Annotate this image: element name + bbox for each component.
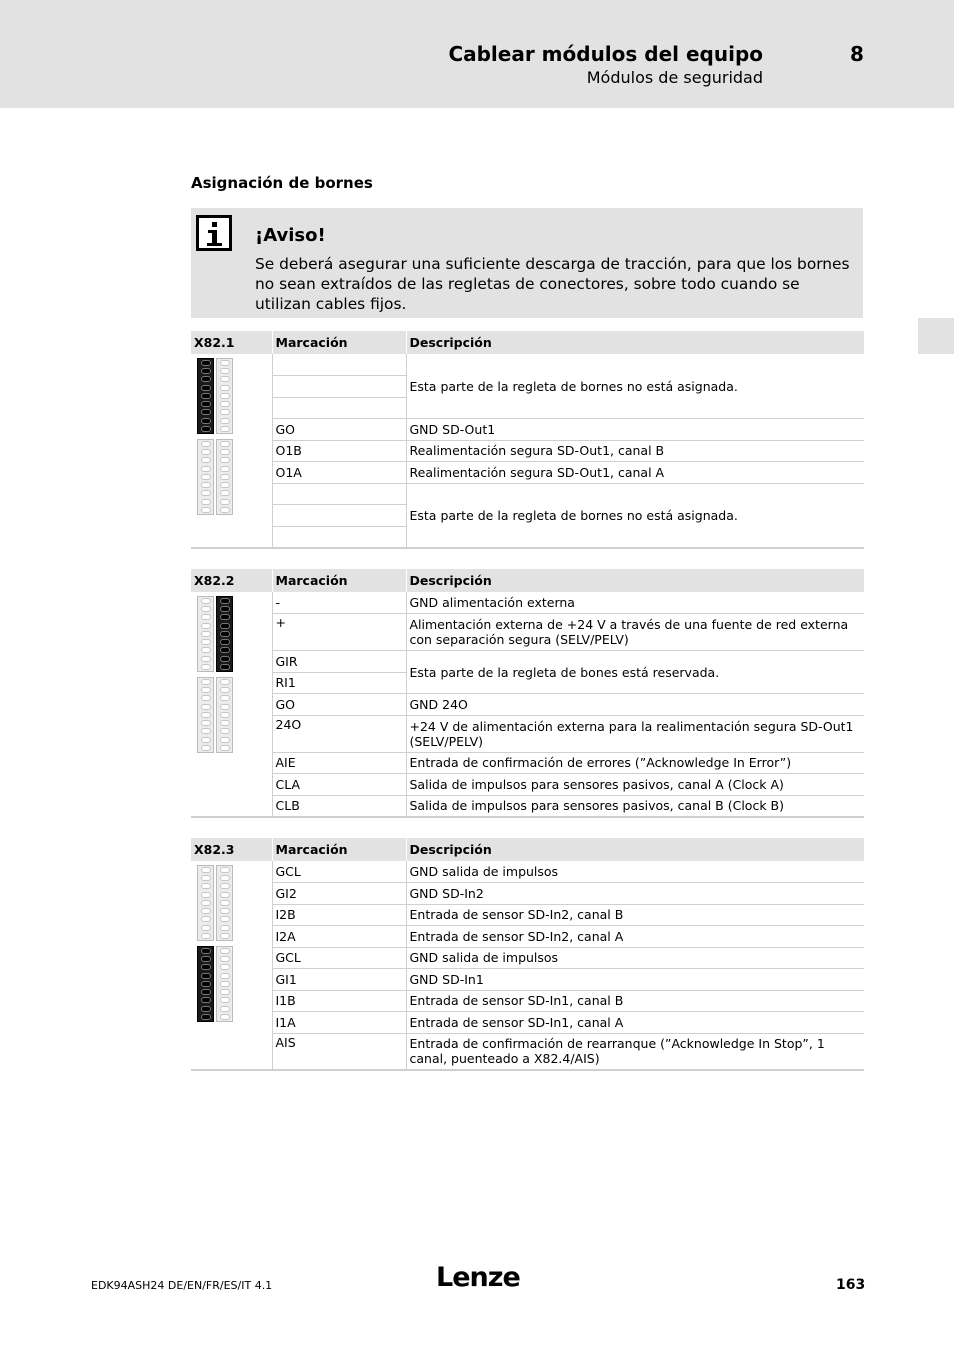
connector-pin xyxy=(201,908,211,914)
description-cell: +24 V de alimentación externa para la realimentación segura SD-Out1 (SELV/PELV) xyxy=(406,715,864,752)
connector-pin xyxy=(220,737,230,743)
connector-pin xyxy=(220,695,230,701)
connector-block xyxy=(197,596,233,672)
connector-pin xyxy=(201,956,211,962)
marking-cell: O1A xyxy=(272,462,406,484)
table-row xyxy=(191,614,864,651)
description-cell: Realimentación segura SD-Out1, canal A xyxy=(406,462,864,484)
connector-pin xyxy=(220,892,230,898)
connector-pin xyxy=(220,409,230,415)
connector-pin xyxy=(201,720,211,726)
connector-pin xyxy=(201,639,211,645)
connector-pin xyxy=(220,745,230,751)
notice-text: Se deberá asegurar una suficiente descarga de tracción, para que los bornes no sean extraídos de las regletas de conectores, sobre todo cuando se utilizan cables fijos. xyxy=(255,255,850,313)
description-cell: GND SD-Out1 xyxy=(406,419,864,441)
table-row xyxy=(191,483,864,505)
connector-pin xyxy=(220,656,230,662)
connector-pin xyxy=(220,900,230,906)
connector-pin xyxy=(201,614,211,620)
description-cell: Esta parte de la regleta de bones está reservada. xyxy=(406,651,864,694)
marking-cell xyxy=(272,354,406,376)
description-cell: Realimentación segura SD-Out1, canal B xyxy=(406,440,864,462)
table-row xyxy=(191,1012,864,1034)
connector-pin xyxy=(220,704,230,710)
marking-cell: O1B xyxy=(272,440,406,462)
connector-pin xyxy=(201,728,211,734)
marking-cell: GI1 xyxy=(272,969,406,991)
connector-pin xyxy=(201,883,211,889)
connector-block xyxy=(197,946,233,1022)
connector-pin xyxy=(220,933,230,939)
table-row xyxy=(191,947,864,969)
connector-pin xyxy=(220,956,230,962)
marking-cell xyxy=(272,483,406,505)
connector-pin xyxy=(201,900,211,906)
connector-pin xyxy=(220,981,230,987)
connector-pin xyxy=(201,712,211,718)
description-cell: Alimentación externa de +24 V a través de una fuente de red externa con separación segura (SELV/PELV) xyxy=(406,614,864,651)
chapter-title: Cablear módulos del equipo xyxy=(448,42,763,66)
table-row xyxy=(191,969,864,991)
terminal-table-x82-3 xyxy=(191,838,864,1071)
connector-pin xyxy=(201,409,211,415)
connector-pin xyxy=(220,679,230,685)
connector-block xyxy=(197,439,233,515)
table-header-terminal: X82.3 xyxy=(191,838,272,861)
table-row xyxy=(191,926,864,948)
table-row xyxy=(191,883,864,905)
connector-pin xyxy=(220,720,230,726)
connector-block xyxy=(197,358,233,434)
connector-pin xyxy=(220,401,230,407)
table-header-description: Descripción xyxy=(406,838,864,861)
connector-pin xyxy=(201,981,211,987)
connector-diagram xyxy=(191,592,272,817)
connector-pin xyxy=(220,623,230,629)
connector-pin xyxy=(201,695,211,701)
connector-pin xyxy=(220,1006,230,1012)
marking-cell: - xyxy=(272,592,406,614)
marking-cell: CLB xyxy=(272,795,406,817)
connector-pin xyxy=(201,623,211,629)
marking-cell: GIR xyxy=(272,651,406,673)
connector-pin xyxy=(220,631,230,637)
marking-cell: GCL xyxy=(272,861,406,883)
notice-box xyxy=(191,208,863,318)
marking-cell: CLA xyxy=(272,774,406,796)
connector-pin xyxy=(201,418,211,424)
description-cell: GND salida de impulsos xyxy=(406,861,864,883)
notice-title: ¡Aviso! xyxy=(255,225,326,246)
table-row xyxy=(191,990,864,1012)
connector-pin xyxy=(201,393,211,399)
connector-pin xyxy=(201,647,211,653)
table-header-marking: Marcación xyxy=(272,569,406,592)
table-row xyxy=(191,592,864,614)
connector-pin xyxy=(220,925,230,931)
description-cell: Entrada de sensor SD-In1, canal A xyxy=(406,1012,864,1034)
connector-pin xyxy=(220,474,230,480)
connector-diagram xyxy=(191,354,272,548)
connector-pin xyxy=(220,948,230,954)
connector-pin xyxy=(201,368,211,374)
connector-pin xyxy=(220,875,230,881)
marking-cell xyxy=(272,397,406,419)
description-cell: Salida de impulsos para sensores pasivos, canal A (Clock A) xyxy=(406,774,864,796)
connector-pin xyxy=(220,360,230,366)
description-cell: Entrada de sensor SD-In2, canal B xyxy=(406,904,864,926)
connector-pin xyxy=(201,1006,211,1012)
connector-pin xyxy=(220,997,230,1003)
marking-cell: 24O xyxy=(272,715,406,752)
connector-pin xyxy=(201,1014,211,1020)
marking-cell: I2B xyxy=(272,904,406,926)
connector-block xyxy=(197,677,233,753)
description-cell: Salida de impulsos para sensores pasivos, canal B (Clock B) xyxy=(406,795,864,817)
connector-pin xyxy=(220,964,230,970)
description-cell: GND SD-In1 xyxy=(406,969,864,991)
connector-pin xyxy=(201,376,211,382)
connector-pin xyxy=(220,639,230,645)
table-row xyxy=(191,1033,864,1070)
connector-pin xyxy=(201,664,211,670)
marking-cell: AIE xyxy=(272,752,406,774)
table-row xyxy=(191,440,864,462)
table-header-terminal: X82.1 xyxy=(191,331,272,354)
connector-pin xyxy=(220,908,230,914)
connector-pin xyxy=(201,687,211,693)
connector-pin xyxy=(201,449,211,455)
table-row xyxy=(191,354,864,376)
marking-cell xyxy=(272,526,406,548)
connector-pin xyxy=(201,656,211,662)
connector-pin xyxy=(220,499,230,505)
connector-pin xyxy=(201,875,211,881)
description-cell: Entrada de sensor SD-In1, canal B xyxy=(406,990,864,1012)
marking-cell xyxy=(272,505,406,527)
connector-pin xyxy=(220,449,230,455)
chapter-side-tab xyxy=(918,318,954,354)
connector-pin xyxy=(220,376,230,382)
table-row xyxy=(191,904,864,926)
connector-pin xyxy=(220,647,230,653)
connector-pin xyxy=(201,745,211,751)
table-row xyxy=(191,752,864,774)
connector-pin xyxy=(201,360,211,366)
connector-pin xyxy=(220,1014,230,1020)
table-row xyxy=(191,774,864,796)
table-header-marking: Marcación xyxy=(272,331,406,354)
marking-cell: AIS xyxy=(272,1033,406,1070)
connector-pin xyxy=(220,441,230,447)
connector-pin xyxy=(201,973,211,979)
connector-pin xyxy=(201,482,211,488)
description-cell: Esta parte de la regleta de bornes no está asignada. xyxy=(406,354,864,419)
description-cell: Entrada de confirmación de rearranque (”Acknowledge In Stop”, 1 canal, puenteado a X82.4/AIS) xyxy=(406,1033,864,1070)
connector-block xyxy=(197,865,233,941)
connector-pin xyxy=(201,401,211,407)
marking-cell: I1A xyxy=(272,1012,406,1034)
connector-pin xyxy=(201,457,211,463)
connector-pin xyxy=(201,598,211,604)
connector-pin xyxy=(201,997,211,1003)
description-cell: GND salida de impulsos xyxy=(406,947,864,969)
marking-cell: GO xyxy=(272,419,406,441)
connector-pin xyxy=(220,614,230,620)
connector-pin xyxy=(220,418,230,424)
connector-pin xyxy=(220,457,230,463)
table-header-marking: Marcación xyxy=(272,838,406,861)
connector-pin xyxy=(201,499,211,505)
marking-cell: + xyxy=(272,614,406,651)
connector-pin xyxy=(201,925,211,931)
marking-cell: GCL xyxy=(272,947,406,969)
section-title: Asignación de bornes xyxy=(191,174,373,192)
description-cell: GND 24O xyxy=(406,694,864,716)
connector-pin xyxy=(220,883,230,889)
connector-pin xyxy=(201,474,211,480)
connector-pin xyxy=(201,916,211,922)
connector-pin xyxy=(220,916,230,922)
connector-pin xyxy=(220,368,230,374)
connector-pin xyxy=(201,737,211,743)
connector-pin xyxy=(220,393,230,399)
connector-pin xyxy=(201,892,211,898)
connector-pin xyxy=(220,426,230,432)
table-row xyxy=(191,694,864,716)
description-cell: GND SD-In2 xyxy=(406,883,864,905)
connector-pin xyxy=(220,664,230,670)
connector-pin xyxy=(220,728,230,734)
connector-pin xyxy=(220,598,230,604)
description-cell: Entrada de confirmación de errores (”Acknowledge In Error”) xyxy=(406,752,864,774)
connector-pin xyxy=(201,679,211,685)
connector-pin xyxy=(201,490,211,496)
table-header-description: Descripción xyxy=(406,569,864,592)
connector-pin xyxy=(220,989,230,995)
footer-doc-id: EDK94ASH24 DE/EN/FR/ES/IT 4.1 xyxy=(91,1279,273,1292)
marking-cell: GI2 xyxy=(272,883,406,905)
connector-pin xyxy=(201,989,211,995)
connector-pin xyxy=(220,606,230,612)
connector-pin xyxy=(220,712,230,718)
connector-pin xyxy=(220,507,230,513)
marking-cell: RI1 xyxy=(272,672,406,694)
marking-cell: I1B xyxy=(272,990,406,1012)
table-header-description: Descripción xyxy=(406,331,864,354)
lenze-logo: Lenze xyxy=(436,1262,520,1293)
connector-pin xyxy=(220,466,230,472)
table-row xyxy=(191,715,864,752)
connector-pin xyxy=(201,867,211,873)
connector-pin xyxy=(201,933,211,939)
connector-pin xyxy=(220,973,230,979)
table-header-terminal: X82.2 xyxy=(191,569,272,592)
connector-pin xyxy=(220,490,230,496)
description-cell: Esta parte de la regleta de bornes no está asignada. xyxy=(406,483,864,548)
description-cell: GND alimentación externa xyxy=(406,592,864,614)
connector-pin xyxy=(201,964,211,970)
table-row xyxy=(191,419,864,441)
connector-pin xyxy=(201,507,211,513)
connector-pin xyxy=(220,867,230,873)
marking-cell xyxy=(272,376,406,398)
terminal-table-x82-1 xyxy=(191,331,864,549)
terminal-table-x82-2 xyxy=(191,569,864,818)
connector-pin xyxy=(201,466,211,472)
connector-pin xyxy=(220,385,230,391)
connector-pin xyxy=(201,606,211,612)
connector-pin xyxy=(220,687,230,693)
marking-cell: GO xyxy=(272,694,406,716)
connector-pin xyxy=(201,704,211,710)
chapter-subtitle: Módulos de seguridad xyxy=(586,68,763,87)
connector-pin xyxy=(201,426,211,432)
table-row xyxy=(191,861,864,883)
marking-cell: I2A xyxy=(272,926,406,948)
connector-pin xyxy=(220,482,230,488)
page-number: 163 xyxy=(836,1277,866,1293)
description-cell: Entrada de sensor SD-In2, canal A xyxy=(406,926,864,948)
connector-pin xyxy=(201,948,211,954)
table-row xyxy=(191,651,864,673)
connector-diagram xyxy=(191,861,272,1070)
chapter-number: 8 xyxy=(850,42,864,66)
table-row xyxy=(191,795,864,817)
connector-pin xyxy=(201,385,211,391)
connector-pin xyxy=(201,631,211,637)
connector-pin xyxy=(201,441,211,447)
info-icon xyxy=(196,215,232,251)
table-row xyxy=(191,462,864,484)
